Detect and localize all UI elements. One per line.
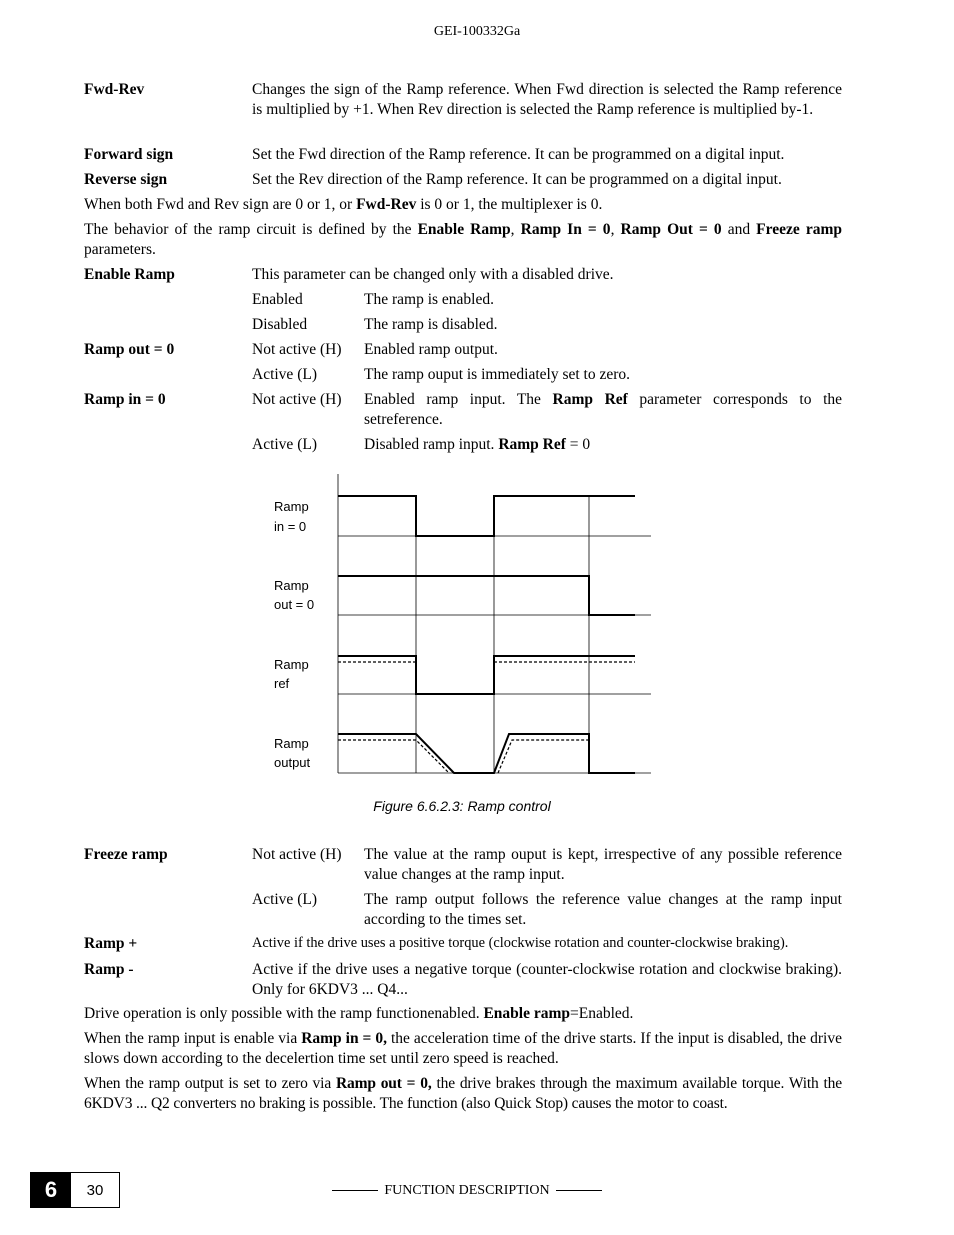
footer-title: FUNCTION DESCRIPTION (384, 1183, 550, 1198)
state-enabled: Enabled (252, 291, 303, 308)
behavior-bold-4: Freeze ramp (756, 221, 842, 238)
mux-text-1: When both Fwd and Rev sign are 0 or 1, or (84, 196, 357, 213)
ramp-in-note-text-1: When the ramp input is enable via (84, 1030, 302, 1047)
footer-rule-right (556, 1190, 602, 1191)
desc-enable-ramp: This parameter can be changed only with a disabled drive. (252, 266, 614, 283)
ramp-in-active-bold: Ramp Ref (498, 436, 566, 453)
freeze-ramp-not-active-row (252, 845, 842, 884)
behavior-bold-2: Ramp In = 0 (520, 221, 611, 238)
ramp-in-active-text-2: = 0 (565, 436, 591, 453)
desc-fwd-rev: Changes the sign of the Ramp reference. When Fwd direction is selected the Ramp reference is multiplied by +1. When Rev direction is selected the Ramp reference is multiplied by-1. (252, 81, 842, 118)
label-ramp-out-line2: out = 0 (274, 597, 315, 612)
signal-ramp-output-dashed (338, 740, 449, 773)
desc-freeze-active: The ramp output follows the reference value changes at the ramp input according to the times set. (364, 891, 842, 928)
behavior-text-2: , (510, 221, 521, 238)
mux-text-2: is 0 or 1, the multiplexer is 0. (416, 196, 603, 213)
ramp-in-not-active-text-1: Enabled ramp input. The (364, 391, 553, 408)
desc-reverse-sign: Set the Rev direction of the Ramp reference. It can be programmed on a digital input. (252, 171, 782, 188)
behavior-bold-3: Ramp Out = 0 (620, 221, 722, 238)
ramp-in-not-active-text-2: parameter corresponds to the setreference. (364, 391, 843, 428)
label-ramp-out-line1: Ramp (274, 578, 309, 593)
ramp-out-note-bold: Ramp out = 0, (335, 1075, 432, 1092)
ramp-in-note-text-2: the acceleration time of the drive starts. If the input is disabled, the drive slows down according to the decelertion time set until zero speed is reached. (84, 1030, 842, 1067)
behavior-text-1: The behavior of the ramp circuit is defined by the (84, 221, 418, 238)
header-doc-id: GEI-100332Ga (433, 24, 521, 39)
label-ramp-in-line2: in = 0 (274, 519, 307, 534)
ramp-in-not-active-row (252, 390, 842, 429)
footer-title-row (320, 1183, 614, 1199)
ramp-out-note-text-1: When the ramp output is set to zero via (84, 1075, 336, 1092)
desc-ramp-minus: Active if the drive uses a negative torque (counter-clockwise rotation and clockwise braking). Only for 6KDV3 ... Q4... (252, 961, 842, 998)
ramp-in-note-bold: Ramp in = 0, (301, 1030, 387, 1047)
freeze-ramp-active-row (252, 890, 842, 929)
term-freeze-ramp: Freeze ramp (84, 846, 168, 863)
ramp-in-active-row (364, 435, 842, 455)
behavior-text-5: parameters. (84, 240, 156, 258)
desc-freeze-not-active: The value at the ramp ouput is kept, irrespective of any possible reference value changes at the ramp input. (364, 846, 842, 883)
signal-ramp-out-0 (338, 576, 635, 615)
desc-forward-sign: Set the Fwd direction of the Ramp reference. It can be programmed on a digital input. (252, 146, 785, 163)
drive-op-text-2: =Enabled. (570, 1005, 634, 1022)
term-forward-sign: Forward sign (84, 146, 174, 163)
desc-ramp-out-not-active: Enabled ramp output. (364, 341, 498, 358)
footer-rule-left (332, 1190, 378, 1191)
drive-op-bold: Enable ramp (483, 1005, 571, 1022)
term-fwd-rev: Fwd-Rev (84, 81, 145, 98)
state-ramp-out-not-active: Not active (H) (252, 341, 342, 358)
state-ramp-in-not-active: Not active (H) (252, 391, 342, 408)
ramp-in-active-text-1: Disabled ramp input. (364, 436, 499, 453)
behavior-text-4: and (721, 221, 757, 238)
label-ramp-in-line1: Ramp (274, 499, 309, 514)
page-tab (30, 1172, 120, 1208)
page-number: 30 (86, 1181, 104, 1199)
term-enable-ramp: Enable Ramp (84, 266, 175, 283)
drive-op-text-1: Drive operation is only possible with the ramp functionenabled. (84, 1005, 484, 1022)
label-ramp-output-line1: Ramp (274, 736, 309, 751)
ramp-in-not-active-bold: Ramp Ref (552, 391, 628, 408)
term-ramp-minus: Ramp - (84, 961, 134, 978)
ramp-out-note-text-2: the drive brakes through the maximum available torque. With the 6KDV3 ... Q2 converters no braking is possible. The function (also Quick Stop) causes the motor to coast. (84, 1075, 842, 1112)
state-ramp-out-active: Active (L) (252, 366, 317, 383)
signal-ramp-output-dashed-2 (498, 740, 589, 773)
desc-ramp-out-active: The ramp ouput is immediately set to zero. (364, 366, 631, 383)
behavior-text-3: , (610, 221, 621, 238)
signal-ramp-in-0 (338, 496, 635, 536)
desc-ramp-plus: Active if the drive uses a positive torque (clockwise rotation and counter-clockwise braking). (252, 935, 789, 951)
state-freeze-not-active: Not active (H) (252, 846, 342, 863)
behavior-bold-1: Enable Ramp (417, 221, 511, 238)
term-ramp-plus: Ramp + (84, 935, 138, 952)
state-freeze-active: Active (L) (252, 891, 317, 908)
term-ramp-in-0: Ramp in = 0 (84, 391, 166, 408)
term-ramp-out-0: Ramp out = 0 (84, 341, 175, 358)
state-ramp-in-active: Active (L) (252, 436, 317, 453)
label-ramp-output-line2: output (274, 755, 311, 770)
signal-ramp-output (338, 734, 635, 773)
label-ramp-ref-line1: Ramp (274, 657, 309, 672)
desc-disabled: The ramp is disabled. (364, 316, 498, 333)
mux-bold-1: Fwd-Rev (356, 196, 417, 213)
desc-enabled: The ramp is enabled. (364, 291, 494, 308)
term-reverse-sign: Reverse sign (84, 171, 168, 188)
figure-caption: Figure 6.6.2.3: Ramp control (373, 798, 551, 814)
section-number: 6 (31, 1173, 71, 1207)
state-disabled: Disabled (252, 316, 308, 333)
label-ramp-ref-line2: ref (274, 676, 290, 691)
ramp-control-timing-diagram (260, 470, 660, 780)
